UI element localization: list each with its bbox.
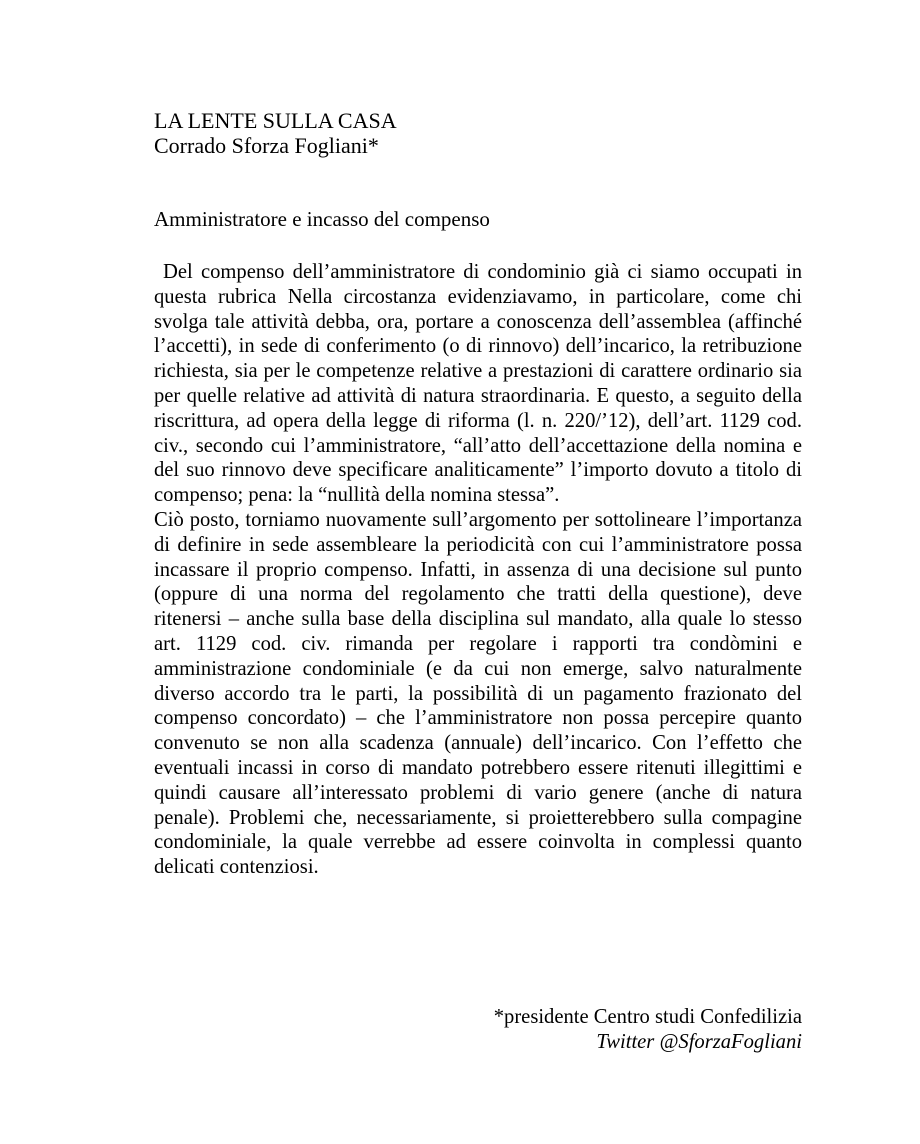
page-title: LA LENTE SULLA CASA [154,108,397,133]
signature-block [494,1005,802,1055]
article-body [154,260,802,880]
article-heading: Amministratore e incasso del compenso [154,207,490,231]
text-column [154,108,802,880]
twitter-handle-line: Twitter @SforzaFogliani [596,1031,802,1053]
paragraph-1: Del compenso dell’amministratore di condominio già ci siamo occupati in questa rubrica Nella circostanza evidenziavamo, in particolare, come chi svolga tale attività debba, ora, portare a conoscenza dell’assemblea (affinché l’accetti), in sede di conferimento (o di rinnovo) dell’incarico, la retribuzione richiesta, sia per le competenze relative a prestazioni di carattere ordinario sia per quelle relative ad attività di natura straordinaria. E questo, a seguito della riscrittura, ad opera della legge di riforma (l. n. 220/’12), dell’art. 1129 cod. civ., secondo cui l’amministratore, “all’atto dell’accettazione della nomina e del suo rinnovo deve specificare analiticamente” l’importo dovuto a titolo di compenso; pena: la “nullità della nomina stessa”. [154,261,802,507]
paragraph-2: Ciò posto, torniamo nuovamente sull’argomento per sottolineare l’importanza di definire in sede assembleare la periodicità con cui l’amministratore possa incassare il proprio compenso. Infatti, in assenza di una decisione sul punto (oppure di una norma del regolamento che tratti della questione), deve ritenersi – anche sulla base della disciplina sul mandato, alla quale lo stesso art. 1129 cod. civ. rimanda per regolare i rapporti tra condòmini e amministrazione condominiale (e da cui non emerge, salvo naturalmente diverso accordo tra le parti, la possibilità di un pagamento frazionato del compenso concordato) – che l’amministratore non possa percepire quanto convenuto se non alla scadenza (annuale) dell’incarico. Con l’effetto che eventuali incassi in corso di mandato potrebbero essere ritenuti illegittimi e quindi causare all’interessato problemi di vario genere (anche di natura penale). Problemi che, necessariamente, si proietterebbero sulla compagine condominiale, la quale verrebbe ad essere coinvolta in complessi quanto delicati contenziosi. [154,508,802,879]
author-role-line: *presidente Centro studi Confedilizia [493,1006,802,1028]
author-byline: Corrado Sforza Fogliani* [154,133,379,158]
